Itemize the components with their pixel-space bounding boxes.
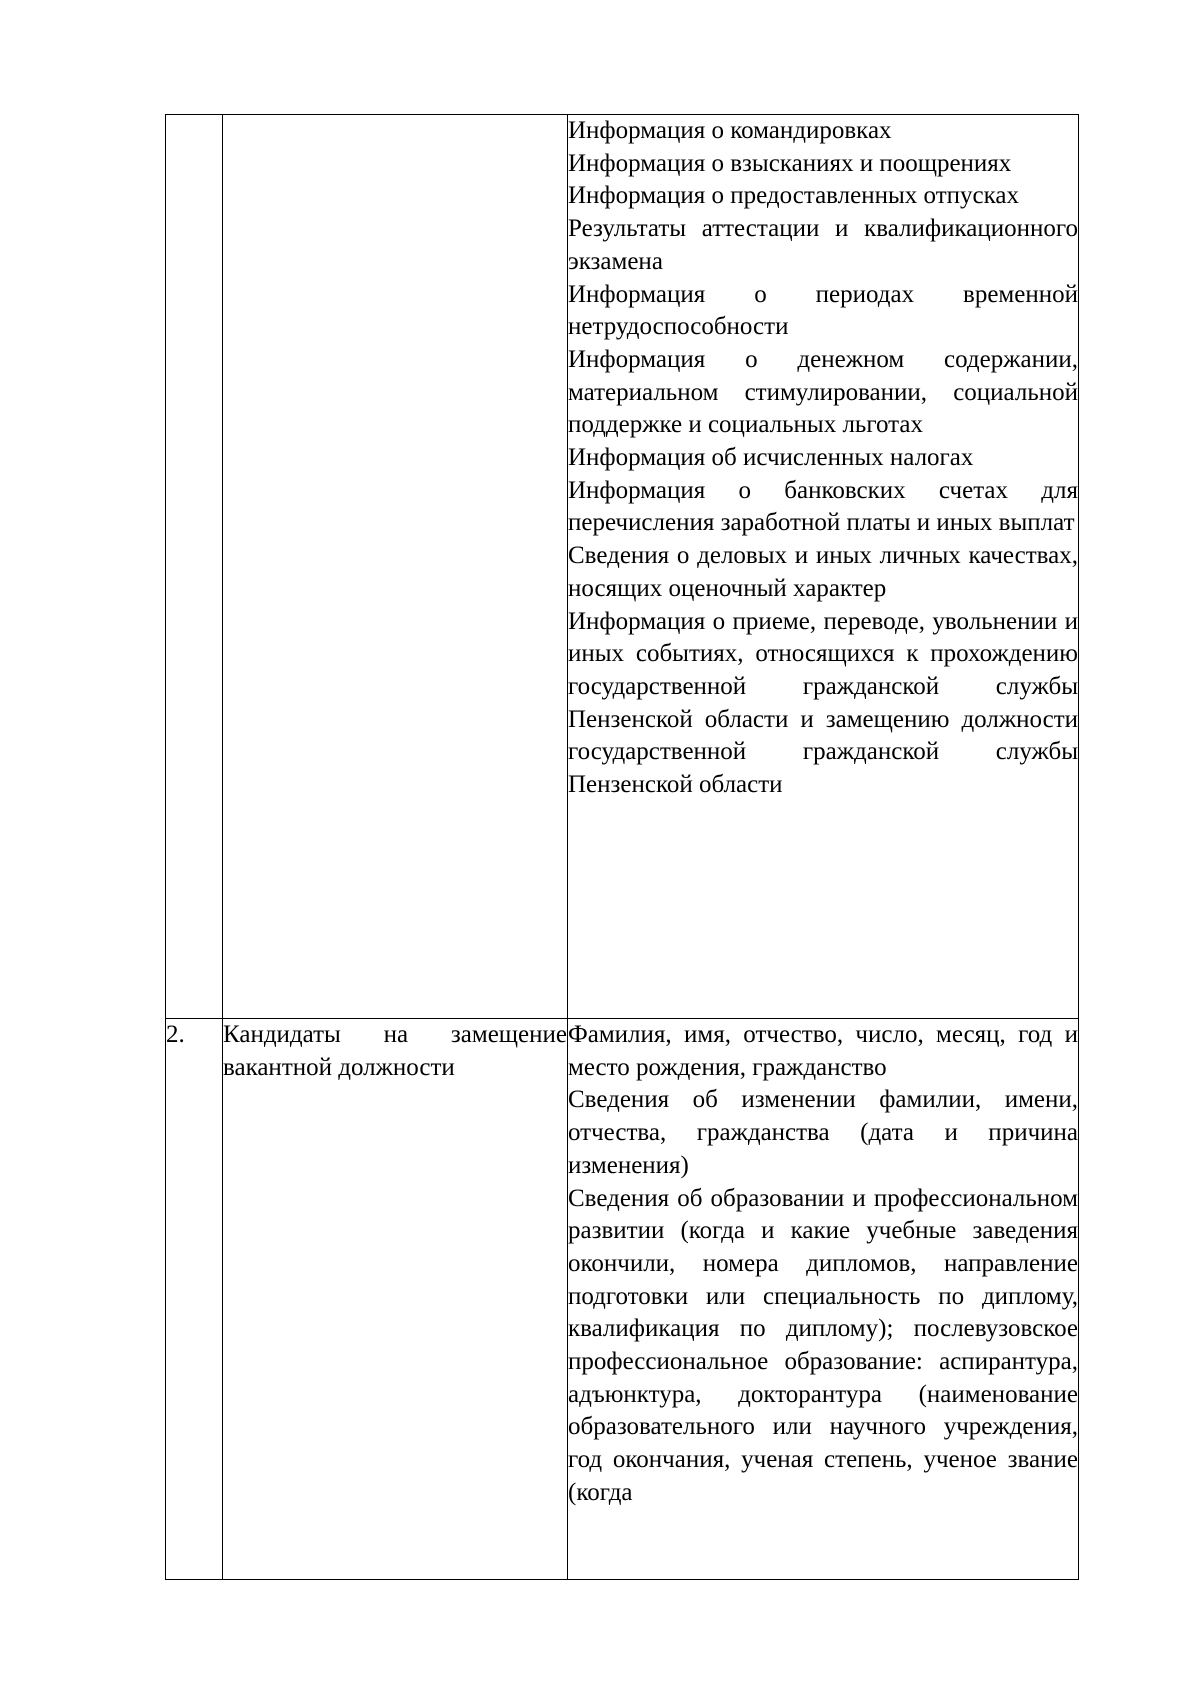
data-item: Результаты аттестации и квалификационного экзамена (568, 215, 1078, 275)
category-cell (223, 115, 568, 1019)
row-number: 2. (166, 1021, 185, 1048)
category-cell (223, 1019, 568, 1580)
data-item: Информация о предоставленных отпусках (568, 182, 1019, 210)
data-item: Сведения об образовании и профессиональном развитии (когда и какие учебные заведения окончили, номера дипломов, направление подготовки или специальность по диплому, квалификация по диплому); послевузовское профессиональное образование: аспирантура, адъюнктура, докторантура (наименование образовательного или научного учреждения, год окончания, ученая степень, ученое звание (когда (568, 1184, 1078, 1506)
category-text: Кандидаты на замещение вакантной должности (223, 1021, 567, 1081)
data-item: Информация о банковских счетах для перечисления заработной платы и иных выплат (568, 476, 1078, 537)
data-item: Информация о денежном содержании, материальном стимулировании, социальной поддержке и социальных льготах (568, 345, 1078, 439)
data-item: Фамилия, имя, отчество, число, месяц, год и место рождения, гражданство (568, 1021, 1078, 1081)
data-item: Информация о периодах временной нетрудоспособности (568, 280, 1078, 341)
data-item: Информация о взысканиях и поощрениях (568, 149, 1012, 177)
data-item: Информация об исчисленных налогах (568, 444, 974, 472)
row-number-cell (166, 1019, 223, 1580)
personal-data-table (165, 114, 1079, 1580)
row-number-cell (166, 115, 223, 1019)
table-row (166, 115, 1079, 1019)
data-items-cell (568, 115, 1079, 1019)
data-item: Сведения о деловых и иных личных качествах, носящих оценочный характер (568, 542, 1078, 602)
data-item: Сведения об изменении фамилии, имени, отчества, гражданства (дата и причина изменения) (568, 1086, 1078, 1179)
data-item: Информация о командировках (568, 117, 892, 144)
data-item: Информация о приеме, переводе, увольнении и иных событиях, относящихся к прохождению государственной гражданской службы Пензенской области и замещению должности государственной гражданской службы Пензенской области (568, 607, 1078, 799)
table-row (166, 1019, 1079, 1580)
data-items-cell (568, 1019, 1079, 1580)
